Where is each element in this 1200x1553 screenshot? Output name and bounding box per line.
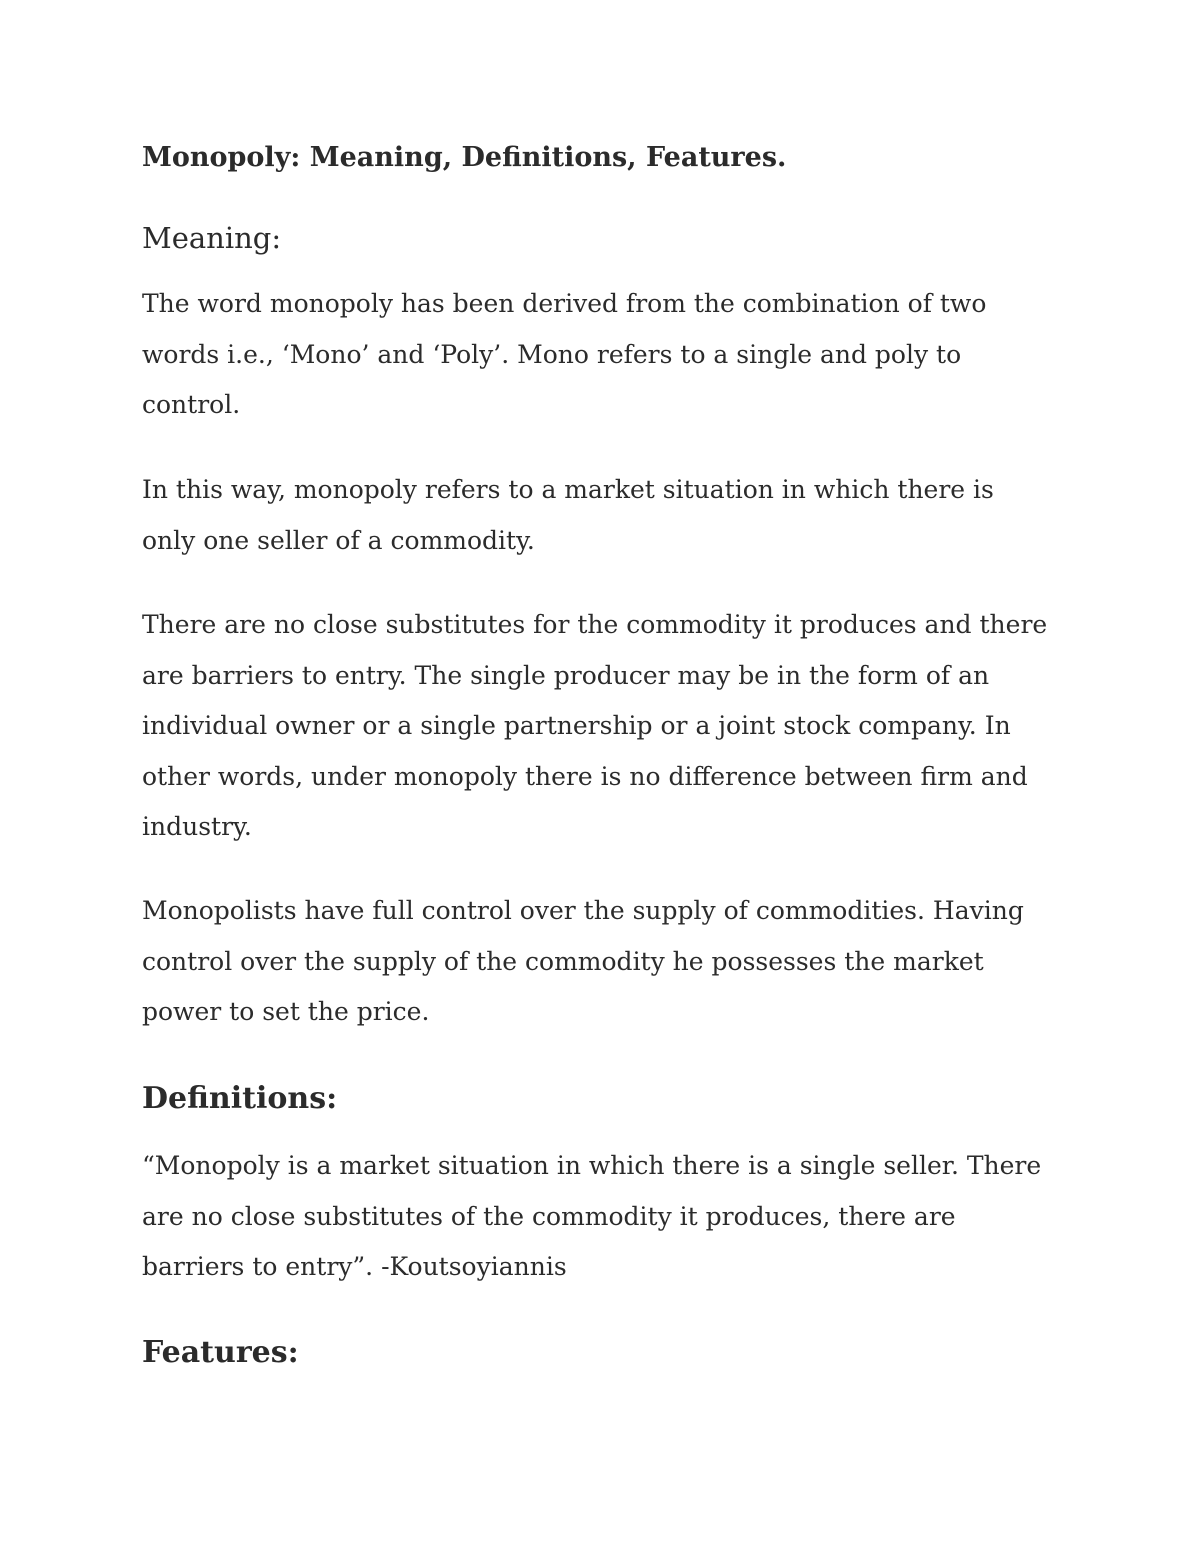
paragraph-word-origin [142,279,1072,431]
definition-line: are no close substitutes of the commodity it produces, there are [142,1201,956,1231]
paragraph-control-supply [142,886,1072,1038]
paragraph-market-situation [142,465,1072,566]
paragraph-line: control over the supply of the commodity he possesses the market [142,946,984,976]
meaning-label: Meaning: [142,221,282,255]
paragraph-line: Monopolists have full control over the supply of commodities. Having [142,896,1024,925]
paragraph-line: control. [142,390,241,419]
document-title: Monopoly: Meaning, Definitions, Features. [142,142,787,173]
definition-line: “Monopoly is a market situation in which there is a single seller. There [142,1151,1042,1180]
paragraph-line: are barriers to entry. The single producer may be in the form of an [142,660,990,690]
definitions-heading: Definitions: [142,1081,338,1116]
paragraph-line: individual owner or a single partnership or a joint stock company. In [142,711,1011,740]
paragraph-no-substitutes [142,600,1072,853]
paragraph-line: words i.e., ‘Mono’ and ‘Poly’. Mono refers to a single and poly to [142,339,962,369]
paragraph-line: power to set the price. [142,997,430,1026]
paragraph-line: The word monopoly has been derived from the combination of two [142,289,987,318]
paragraph-line: other words, under monopoly there is no difference between firm and [142,761,1028,791]
paragraph-line: industry. [142,812,252,841]
definition-quote [142,1141,1072,1293]
paragraph-line: In this way, monopoly refers to a market situation in which there is [142,475,994,504]
features-heading: Features: [142,1335,299,1370]
definition-line: barriers to entry”. -Koutsoyiannis [142,1252,567,1281]
paragraph-line: only one seller of a commodity. [142,525,535,555]
paragraph-line: There are no close substitutes for the commodity it produces and there [142,610,1048,639]
